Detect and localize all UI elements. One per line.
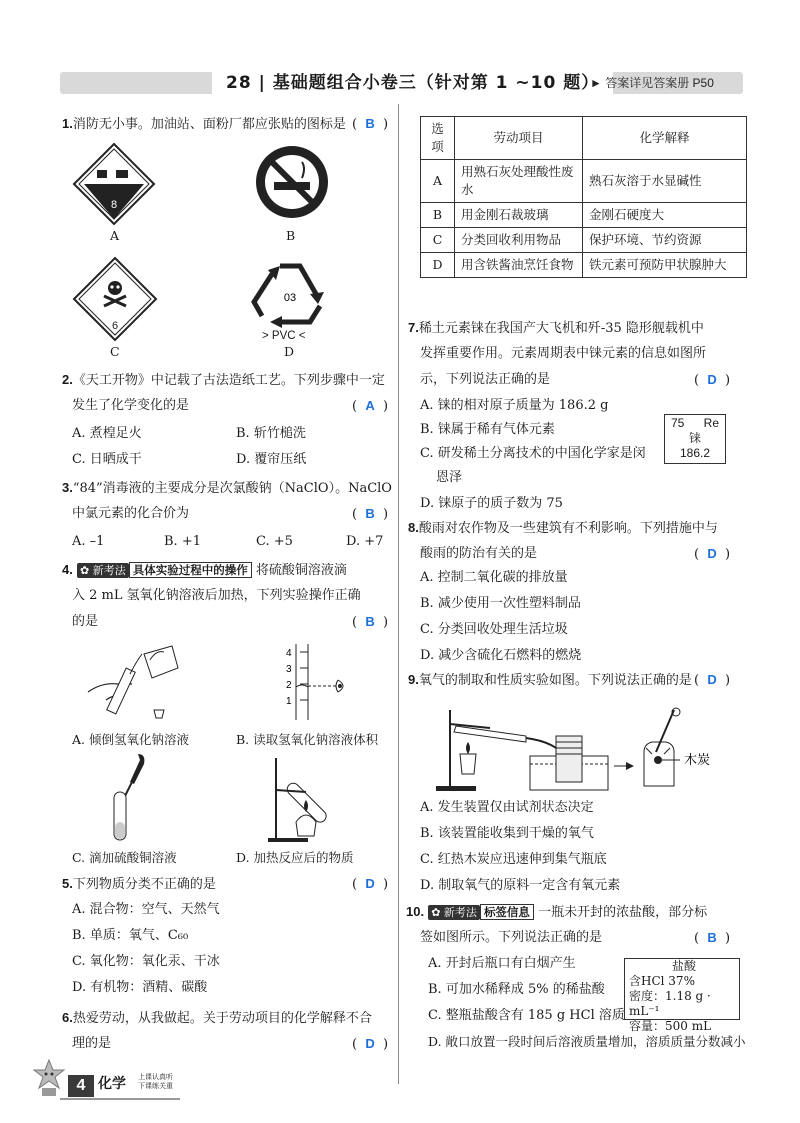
graduated-cylinder-illustration <box>276 640 356 722</box>
q10-option-c: C. 整瓶盐酸含有 185 g HCl 溶质 <box>428 1008 625 1023</box>
scale-4: 4 <box>286 648 292 659</box>
q9-option-a: A. 发生装置仅由试剂状态决定 <box>420 800 594 815</box>
q1-c-number: 6 <box>111 320 119 332</box>
table-row <box>421 253 747 278</box>
q4-stem-1: 4. ✿ 新考法 具体实验过程中的操作 将硫酸铜溶液滴 <box>62 562 347 578</box>
scale-1: 1 <box>286 696 292 707</box>
subject-label: 化学 <box>98 1076 126 1092</box>
q3-option-b: B. +1 <box>164 534 201 549</box>
table-cell: 用金刚石裁玻璃 <box>455 203 583 228</box>
footer-rule <box>60 1098 180 1100</box>
q10-topic-tag: 标签信息 <box>480 904 534 920</box>
q5-option-c: C. 氧化物：氧化汞、干冰 <box>72 954 220 969</box>
q6-stem-2: 理的是 <box>72 1036 112 1051</box>
q4-stem-3: 的是 <box>72 614 99 629</box>
q7-stem-1: 7.稀土元素铼在我国产大飞机和歼-35 隐形舰载机中 <box>408 320 704 336</box>
q10-option-d: D. 敞口放置一段时间后溶液质量增加，溶质质量分数减小 <box>428 1034 746 1049</box>
table-row <box>421 160 747 203</box>
q9-answer: ( D ) <box>694 672 731 688</box>
element-name: 铼 <box>688 431 701 445</box>
q1-stem: 1.消防无小事。加油站、面粉厂都应张贴的图标是 <box>62 116 346 132</box>
hcl-concentration: 含HCl 37% <box>629 974 695 988</box>
atomic-mass: 186.2 <box>679 446 711 460</box>
q10-stem-2: 签如图所示。下列说法正确的是 <box>420 930 603 945</box>
q7-option-d: D. 铼原子的质子数为 75 <box>420 496 563 511</box>
table-row <box>421 228 747 253</box>
q1-label-c: C <box>110 344 120 359</box>
pvc-label: > PVC < <box>262 330 306 342</box>
q8-stem-2: 酸雨的防治有关的是 <box>420 546 538 561</box>
q7-option-a: A. 铼的相对原子质量为 186.2 g <box>420 398 609 413</box>
q4-option-b: B. 读取氢氧化钠溶液体积 <box>236 732 379 747</box>
page-number: 4 <box>68 1075 94 1097</box>
q9-stem: 9.氧气的制取和性质实验如图。下列说法正确的是 <box>408 672 692 688</box>
mascot-icon <box>32 1058 66 1098</box>
recycle-sign-icon <box>246 256 334 330</box>
q10-stem-1: 10. ✿ 新考法 标签信息 一瓶未开封的浓盐酸，部分标 <box>406 904 708 920</box>
q2-option-b: B. 斩竹槌洗 <box>236 426 306 441</box>
q4-option-d: D. 加热反应后的物质 <box>236 850 354 865</box>
page-title: 28 | 基础题组合小卷三（针对第 1 ~10 题） <box>212 70 613 96</box>
q4-topic-tag: 具体实验过程中的操作 <box>129 562 252 578</box>
q7-option-c: C. 研发稀土分离技术的中国化学家是闵 <box>420 446 646 461</box>
q3-option-c: C. +5 <box>256 534 293 549</box>
dropper-illustration <box>100 752 160 844</box>
q4-option-c: C. 滴加硫酸铜溶液 <box>72 850 177 865</box>
q5-answer: ( D ) <box>352 876 389 892</box>
q4-option-a: A. 倾倒氢氧化钠溶液 <box>72 732 189 747</box>
q1-label-d: D <box>284 344 295 359</box>
table-cell: 分类回收利用物品 <box>455 228 583 253</box>
q7-answer: ( D ) <box>694 372 731 388</box>
q7-option-c-cont: 恩泽 <box>436 470 463 485</box>
q8-option-d: D. 减少含硫化石燃料的燃烧 <box>420 648 582 663</box>
q3-option-d: D. +7 <box>346 534 384 549</box>
q1-label-b: B <box>286 228 296 243</box>
q3-stem-1: 3.“84”消毒液的主要成分是次氯酸钠（NaClO）。NaClO <box>62 480 392 496</box>
hcl-label <box>624 958 740 1033</box>
element-card <box>664 414 726 464</box>
table-cell: C <box>421 228 455 253</box>
new-exam-tag: ✿ 新考法 <box>428 905 480 920</box>
charcoal-label: 木炭 <box>684 753 711 768</box>
q8-stem-1: 8.酸雨对农作物及一些建筑有不利影响。下列措施中与 <box>408 520 718 536</box>
q2-option-d: D. 覆帘压纸 <box>236 452 307 467</box>
q1-a-number: 8 <box>110 199 118 211</box>
table-header: 选项 <box>421 117 455 160</box>
atomic-number: 75 <box>671 416 685 430</box>
column-divider <box>398 104 399 1084</box>
table-cell: 熟石灰溶于水显碱性 <box>583 160 747 203</box>
table-cell: D <box>421 253 455 278</box>
table-cell: B <box>421 203 455 228</box>
hcl-density: 密度：1.18 g · mL⁻¹ <box>629 989 711 1018</box>
toxic-sign-icon <box>72 256 158 342</box>
scale-3: 3 <box>286 664 292 675</box>
q6-answer: ( D ) <box>352 1036 389 1052</box>
q2-stem-1: 2.《天工开物》中记载了古法造纸工艺。下列步骤中一定 <box>62 372 385 388</box>
q6-stem-1: 6.热爱劳动，从我做起。关于劳动项目的化学解释不合 <box>62 1010 372 1026</box>
new-exam-tag: ✿ 新考法 <box>77 563 129 578</box>
q10-answer: ( B ) <box>694 930 731 946</box>
q4-answer: ( B ) <box>352 614 389 630</box>
q7-option-b: B. 铼属于稀有气体元素 <box>420 422 555 437</box>
no-smoking-sign-icon <box>252 142 332 222</box>
table-header: 劳动项目 <box>455 117 583 160</box>
q5-stem: 5.下列物质分类不正确的是 <box>62 876 216 892</box>
q3-stem-2: 中氯元素的化合价为 <box>72 506 190 521</box>
table-cell: A <box>421 160 455 203</box>
corrosive-sign-icon <box>72 142 156 226</box>
q9-option-c: C. 红热木炭应迅速伸到集气瓶底 <box>420 852 607 867</box>
hcl-volume: 容量：500 mL <box>629 1019 712 1033</box>
q1-d-number: 03 <box>283 292 297 304</box>
footer-slogan: 上课认真听 下课练关重 <box>138 1073 173 1090</box>
q3-answer: ( B ) <box>352 506 389 522</box>
q5-option-d: D. 有机物：酒精、碳酸 <box>72 980 208 995</box>
q8-option-a: A. 控制二氧化碳的排放量 <box>420 570 568 585</box>
q1-answer: ( B ) <box>352 116 389 132</box>
q6-table <box>420 116 747 278</box>
q4-stem-2: 入 2 mL 氢氧化钠溶液后加热，下列实验操作正确 <box>72 588 361 603</box>
q7-stem-2: 发挥重要作用。元素周期表中铼元素的信息如图所 <box>420 346 707 361</box>
oxygen-apparatus-illustration <box>430 702 720 794</box>
q10-option-a: A. 开封后瓶口有白烟产生 <box>428 956 576 971</box>
q2-option-c: C. 日晒成干 <box>72 452 142 467</box>
q8-option-b: B. 减少使用一次性塑料制品 <box>420 596 581 611</box>
q9-option-b: B. 该装置能收集到干燥的氧气 <box>420 826 594 841</box>
q7-stem-3: 示，下列说法正确的是 <box>420 372 551 387</box>
table-header-row <box>421 117 747 160</box>
pouring-illustration <box>86 640 196 722</box>
q3-option-a: A. –1 <box>72 534 105 549</box>
heating-tube-illustration <box>266 752 356 844</box>
table-row <box>421 203 747 228</box>
table-cell: 用含铁酱油烹饪食物 <box>455 253 583 278</box>
q2-option-a: A. 煮楻足火 <box>72 426 142 441</box>
q10-option-b: B. 可加水稀释成 5% 的稀盐酸 <box>428 982 605 997</box>
q8-answer: ( D ) <box>694 546 731 562</box>
table-cell: 金刚石硬度大 <box>583 203 747 228</box>
table-cell: 用熟石灰处理酸性废水 <box>455 160 583 203</box>
q9-option-d: D. 制取氧气的原料一定含有氧元素 <box>420 878 621 893</box>
q5-option-b: B. 单质：氧气、C₆₀ <box>72 928 189 943</box>
q5-option-a: A. 混合物：空气、天然气 <box>72 902 220 917</box>
answer-reference: ► 答案详见答案册 P50 <box>590 76 714 90</box>
q1-label-a: A <box>110 228 120 243</box>
q2-stem-2: 发生了化学变化的是 <box>72 398 190 413</box>
hcl-label-title: 盐酸 <box>671 959 696 973</box>
scale-2: 2 <box>286 680 292 691</box>
q2-answer: ( A ) <box>352 398 389 414</box>
q8-option-c: C. 分类回收处理生活垃圾 <box>420 622 568 637</box>
element-symbol: Re <box>703 416 719 430</box>
table-header: 化学解释 <box>583 117 747 160</box>
table-cell: 保护环境、节约资源 <box>583 228 747 253</box>
table-cell: 铁元素可预防甲状腺肿大 <box>583 253 747 278</box>
